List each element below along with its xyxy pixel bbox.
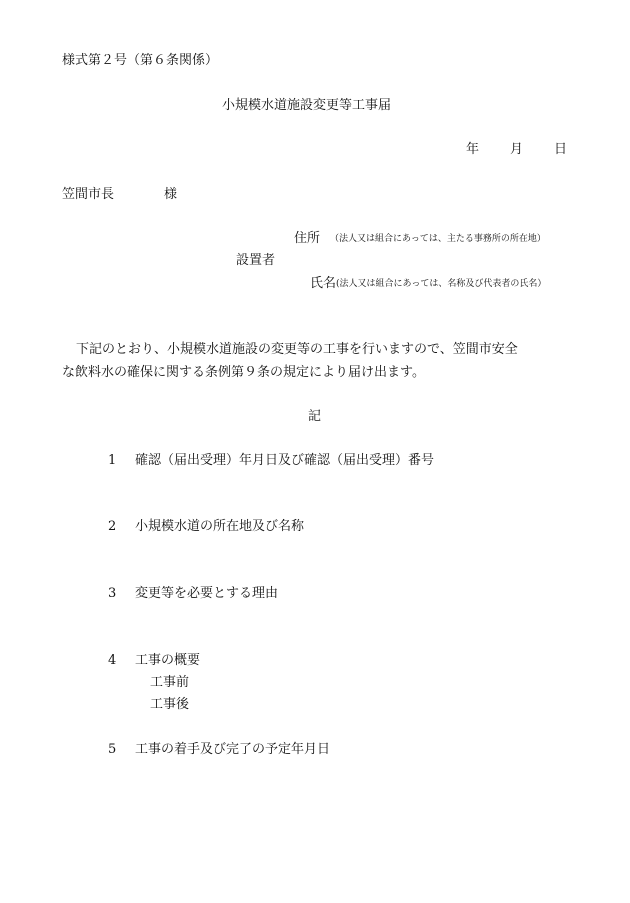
item-number: 5 xyxy=(108,742,117,757)
document-title: 小規模水道施設変更等工事届 xyxy=(222,98,392,113)
item-text: 小規模水道の所在地及び名称 xyxy=(135,519,305,534)
item-text: 確認（届出受理）年月日及び確認（届出受理）番号 xyxy=(135,453,435,468)
item-subtext: 工事後 xyxy=(150,697,190,712)
name-note: (法人又は組合にあっては、名称及び代表者の氏名） xyxy=(336,279,547,289)
item-text: 工事の概要 xyxy=(135,653,201,668)
item-text: 工事の着手及び完了の予定年月日 xyxy=(135,742,331,757)
addressee-name: 笠間市長 xyxy=(62,187,115,202)
address-note: （法人又は組合にあっては、主たる事務所の所在地） xyxy=(330,234,546,244)
item-number: 2 xyxy=(108,519,117,534)
installer-label: 設置者 xyxy=(236,253,276,268)
name-label: 氏名 xyxy=(310,276,337,291)
ki-heading: 記 xyxy=(308,409,322,424)
item-number: 3 xyxy=(108,586,117,601)
date-year: 年 xyxy=(466,142,480,157)
address-label: 住所 xyxy=(294,231,321,246)
item-number: 1 xyxy=(108,453,117,468)
item-text: 変更等を必要とする理由 xyxy=(135,586,279,601)
form-number: 様式第２号（第６条関係） xyxy=(62,53,219,68)
addressee-honorific: 様 xyxy=(164,187,178,202)
date-day: 日 xyxy=(554,142,568,157)
body-line-1: 下記のとおり、小規模水道施設の変更等の工事を行いますので、笠間市安全 xyxy=(76,342,518,357)
body-line-2: な飲料水の確保に関する条例第９条の規定により届け出ます。 xyxy=(62,365,425,380)
date-month: 月 xyxy=(510,142,524,157)
item-number: 4 xyxy=(108,653,117,668)
item-subtext: 工事前 xyxy=(150,675,190,690)
